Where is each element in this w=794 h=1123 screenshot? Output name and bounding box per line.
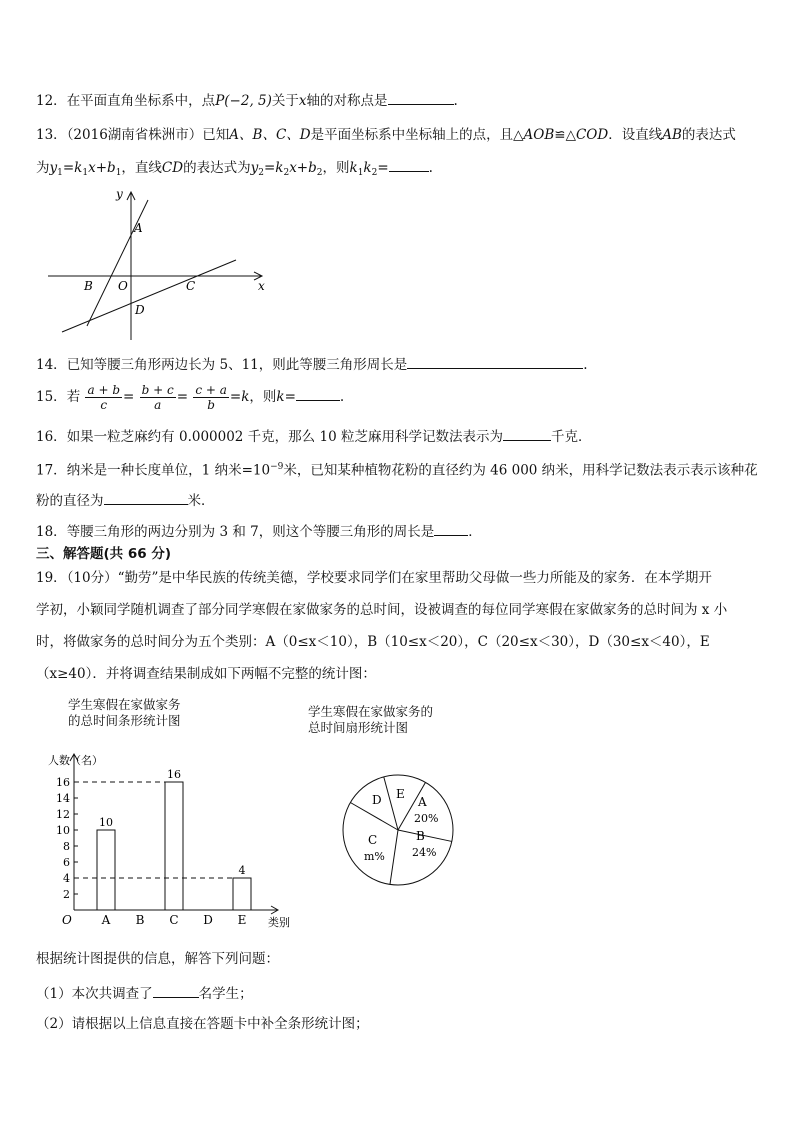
q19-number: 19． <box>36 570 67 586</box>
q13-eq: =k <box>62 160 83 176</box>
q18-text: 等腰三角形的两边分别为 3 和 7，则这个等腰三角形的周长是 <box>66 524 435 540</box>
question-18 <box>36 521 482 541</box>
question-19-line2: 学初，小颖同学随机调查了部分同学寒假在家做家务的总时间，设被调查的每位同学寒假在家做家务的总时间为 x 小 <box>36 602 728 618</box>
q15-eq: = <box>229 389 242 405</box>
q15-k: k <box>241 389 250 405</box>
x-axis-label: 类别 <box>268 916 290 929</box>
q13-text: 是平面坐标系中坐标轴上的点，且△ <box>310 127 524 143</box>
fraction <box>140 383 176 412</box>
pie-value-b: 24% <box>412 846 437 859</box>
q16-number: 16． <box>36 429 67 445</box>
q12-end: . <box>453 93 458 109</box>
pie-chart <box>330 768 464 892</box>
q19-score: （10分） <box>66 570 118 586</box>
q13-text: 的表达式 <box>681 127 736 143</box>
q15-eq: = <box>176 389 189 405</box>
y-axis-label: 人数（名） <box>48 754 103 767</box>
q19-part1-text2: 名学生； <box>198 986 253 1002</box>
q13-eq: =k <box>263 160 284 176</box>
fraction <box>193 383 229 412</box>
q13-sub: 2 <box>283 168 290 178</box>
answer-blank[interactable] <box>434 521 468 536</box>
answer-blank[interactable] <box>296 386 340 401</box>
pie-label-b: B <box>416 829 425 843</box>
pie-chart-title-line2: 总时间扇形统计图 <box>308 720 409 735</box>
y-tick-label: 6 <box>63 856 70 869</box>
answer-blank[interactable] <box>389 157 429 172</box>
question-15 <box>36 380 344 414</box>
answer-blank[interactable] <box>388 90 454 105</box>
bar-value-label: 4 <box>238 864 246 877</box>
q13-cd: CD <box>161 160 184 176</box>
y-tick-label: 8 <box>63 840 70 853</box>
q13-text: 的表达式为 <box>183 160 251 176</box>
bar-chart-title-line1: 学生寒假在家做家务 <box>68 697 181 712</box>
pie-value-a: 20% <box>414 812 439 825</box>
q13-points: A、B、C、D <box>229 127 311 143</box>
q13-cong: ≌△ <box>554 127 576 143</box>
label-b: B <box>84 279 93 293</box>
question-13-line1 <box>36 126 736 144</box>
q18-end: ． <box>468 524 482 540</box>
q13-sub: 1 <box>357 168 364 178</box>
answer-blank[interactable] <box>104 490 188 505</box>
line-cd <box>62 260 236 332</box>
y-tick-label: 2 <box>63 888 70 901</box>
q19-part1-text: （1）本次共调查了 <box>36 986 153 1002</box>
category-label-a: A <box>101 913 111 927</box>
category-label-e: E <box>237 913 247 927</box>
bar-chart <box>46 748 310 930</box>
bar-chart-title-line2: 的总时间条形统计图 <box>68 713 181 728</box>
y-tick-label: 12 <box>56 808 70 821</box>
fraction <box>85 383 122 412</box>
fraction-denominator: b <box>207 398 215 412</box>
label-x: x <box>258 279 265 293</box>
question-12 <box>36 90 458 110</box>
pie-value-c: m% <box>364 850 385 863</box>
category-label-d: D <box>203 913 213 927</box>
q17-exponent: −9 <box>270 462 284 472</box>
label-a: A <box>134 221 143 235</box>
q17-text: 米． <box>187 493 215 509</box>
fraction-numerator: a + b <box>87 383 121 397</box>
q13-sub: 1 <box>115 168 122 178</box>
bar-value-label: 10 <box>99 816 113 829</box>
q12-point: P(−2, 5) <box>215 93 272 109</box>
category-label-b: B <box>135 913 145 927</box>
q13-eq: x+b <box>88 160 116 176</box>
q13-k: k <box>363 160 372 176</box>
pie-chart-title <box>308 704 433 736</box>
y-tick-label: 14 <box>56 792 70 805</box>
section-3-title: 三、解答题(共 66 分) <box>36 546 172 562</box>
y-tick-label: 16 <box>56 776 70 789</box>
question-14 <box>36 354 588 374</box>
q14-text: 已知等腰三角形两边长为 5、11，则此等腰三角形周长是 <box>66 357 408 373</box>
question-19-instruction: 根据统计图提供的信息，解答下列问题： <box>36 951 279 967</box>
q13-text: = <box>377 160 389 176</box>
q13-sub: 2 <box>258 168 264 178</box>
q13-aob: AOB <box>523 127 555 143</box>
q13-sub: 2 <box>316 168 323 178</box>
q13-y2: y <box>250 160 259 176</box>
q13-end: . <box>428 160 433 176</box>
q15-eq: = <box>284 389 296 405</box>
label-c: C <box>186 279 196 293</box>
answer-blank[interactable] <box>407 354 583 369</box>
label-o: O <box>118 279 128 293</box>
bar-e <box>233 878 251 910</box>
q17-text: 米，已知某种植物花粉的直径约为 46 000 纳米，用科学记数法表示表示该种花 <box>283 462 758 479</box>
q17-number: 17． <box>36 462 67 479</box>
q15-number: 15． <box>36 389 67 405</box>
q14-number: 14． <box>36 357 67 373</box>
q14-end: . <box>583 357 588 373</box>
y-tick-label: 4 <box>63 872 70 885</box>
question-17-line1 <box>36 458 758 480</box>
answer-blank[interactable] <box>503 426 551 441</box>
label-d: D <box>135 303 145 317</box>
question-16 <box>36 426 591 446</box>
pie-label-a: A <box>418 795 427 809</box>
q13-text: 为 <box>36 160 50 176</box>
pie-label-c: C <box>368 833 378 847</box>
q13-sub: 1 <box>82 168 89 178</box>
q13-sub: 2 <box>371 168 378 178</box>
q13-text: ．设直线 <box>608 127 663 143</box>
q13-text: （2016湖南省株洲市）已知 <box>66 127 230 143</box>
q18-number: 18． <box>36 524 67 540</box>
y-tick-label: 10 <box>56 824 70 837</box>
q13-k: k <box>349 160 358 176</box>
q15-text: 若 <box>66 389 81 405</box>
q12-text3: 轴的对称点是 <box>306 93 388 109</box>
q17-text: 纳米是一种长度单位，1 纳米=10 <box>66 462 271 479</box>
pie-label-d: D <box>372 793 382 807</box>
question-17-line2 <box>36 490 215 510</box>
q16-text2: 千克． <box>550 429 592 445</box>
q15-end: . <box>339 389 345 405</box>
q13-coordinate-graph <box>40 186 270 346</box>
bar-chart-title <box>68 697 181 729</box>
question-13-line2 <box>36 157 433 182</box>
q15-eq: = <box>123 389 135 405</box>
question-19-part2: （2）请根据以上信息直接在答题卡中补全条形统计图； <box>36 1016 369 1032</box>
q13-number: 13． <box>36 127 67 143</box>
fraction-numerator: c + a <box>195 383 227 397</box>
q12-axis: x <box>298 93 307 109</box>
question-19-part1 <box>36 983 253 1003</box>
bar-value-label: 16 <box>167 768 181 781</box>
fraction-numerator: b + c <box>141 383 174 397</box>
q13-text: ，直线 <box>121 160 162 176</box>
bar-c <box>165 782 183 910</box>
q13-y1: y <box>49 160 58 176</box>
q15-text: ，则 <box>249 389 277 405</box>
q17-text: 粉的直径为 <box>36 493 104 509</box>
fraction-denominator: a <box>154 398 162 412</box>
q13-text: ，则 <box>322 160 350 176</box>
label-y: y <box>116 187 123 201</box>
q13-eq: x+b <box>289 160 317 176</box>
q12-text: 在平面直角坐标系中，点 <box>66 93 216 109</box>
q13-cod: COD <box>575 127 609 143</box>
pie-chart-title-line1: 学生寒假在家做家务的 <box>308 704 434 719</box>
q16-text: 如果一粒芝麻约有 0.000002 千克，那么 10 粒芝麻用科学记数法表示为 <box>66 429 503 445</box>
q13-ab: AB <box>662 127 682 143</box>
question-19-line3: 时，将做家务的总时间分为五个类别：A（0≤x＜10），B（10≤x＜20），C（20≤x＜30），D（30≤x＜40），E <box>36 634 710 650</box>
question-19-line4: （x≥40）．并将调查结果制成如下两幅不完整的统计图： <box>36 666 376 682</box>
category-label-c: C <box>169 913 179 927</box>
fraction-denominator: c <box>100 398 108 412</box>
q15-k: k <box>276 389 285 405</box>
q13-sub: 1 <box>57 168 63 178</box>
q19-text: “勤劳”是中华民族的传统美德，学校要求同学们在家里帮助父母做一些力所能及的家务．在本学期开 <box>117 570 712 586</box>
pie-label-e: E <box>396 787 405 801</box>
q12-number: 12． <box>36 93 67 109</box>
question-19-line1 <box>36 569 712 587</box>
q12-text2: 关于 <box>271 93 299 109</box>
answer-blank[interactable] <box>153 983 199 998</box>
bar-a <box>97 830 115 910</box>
origin-label: O <box>62 913 72 927</box>
